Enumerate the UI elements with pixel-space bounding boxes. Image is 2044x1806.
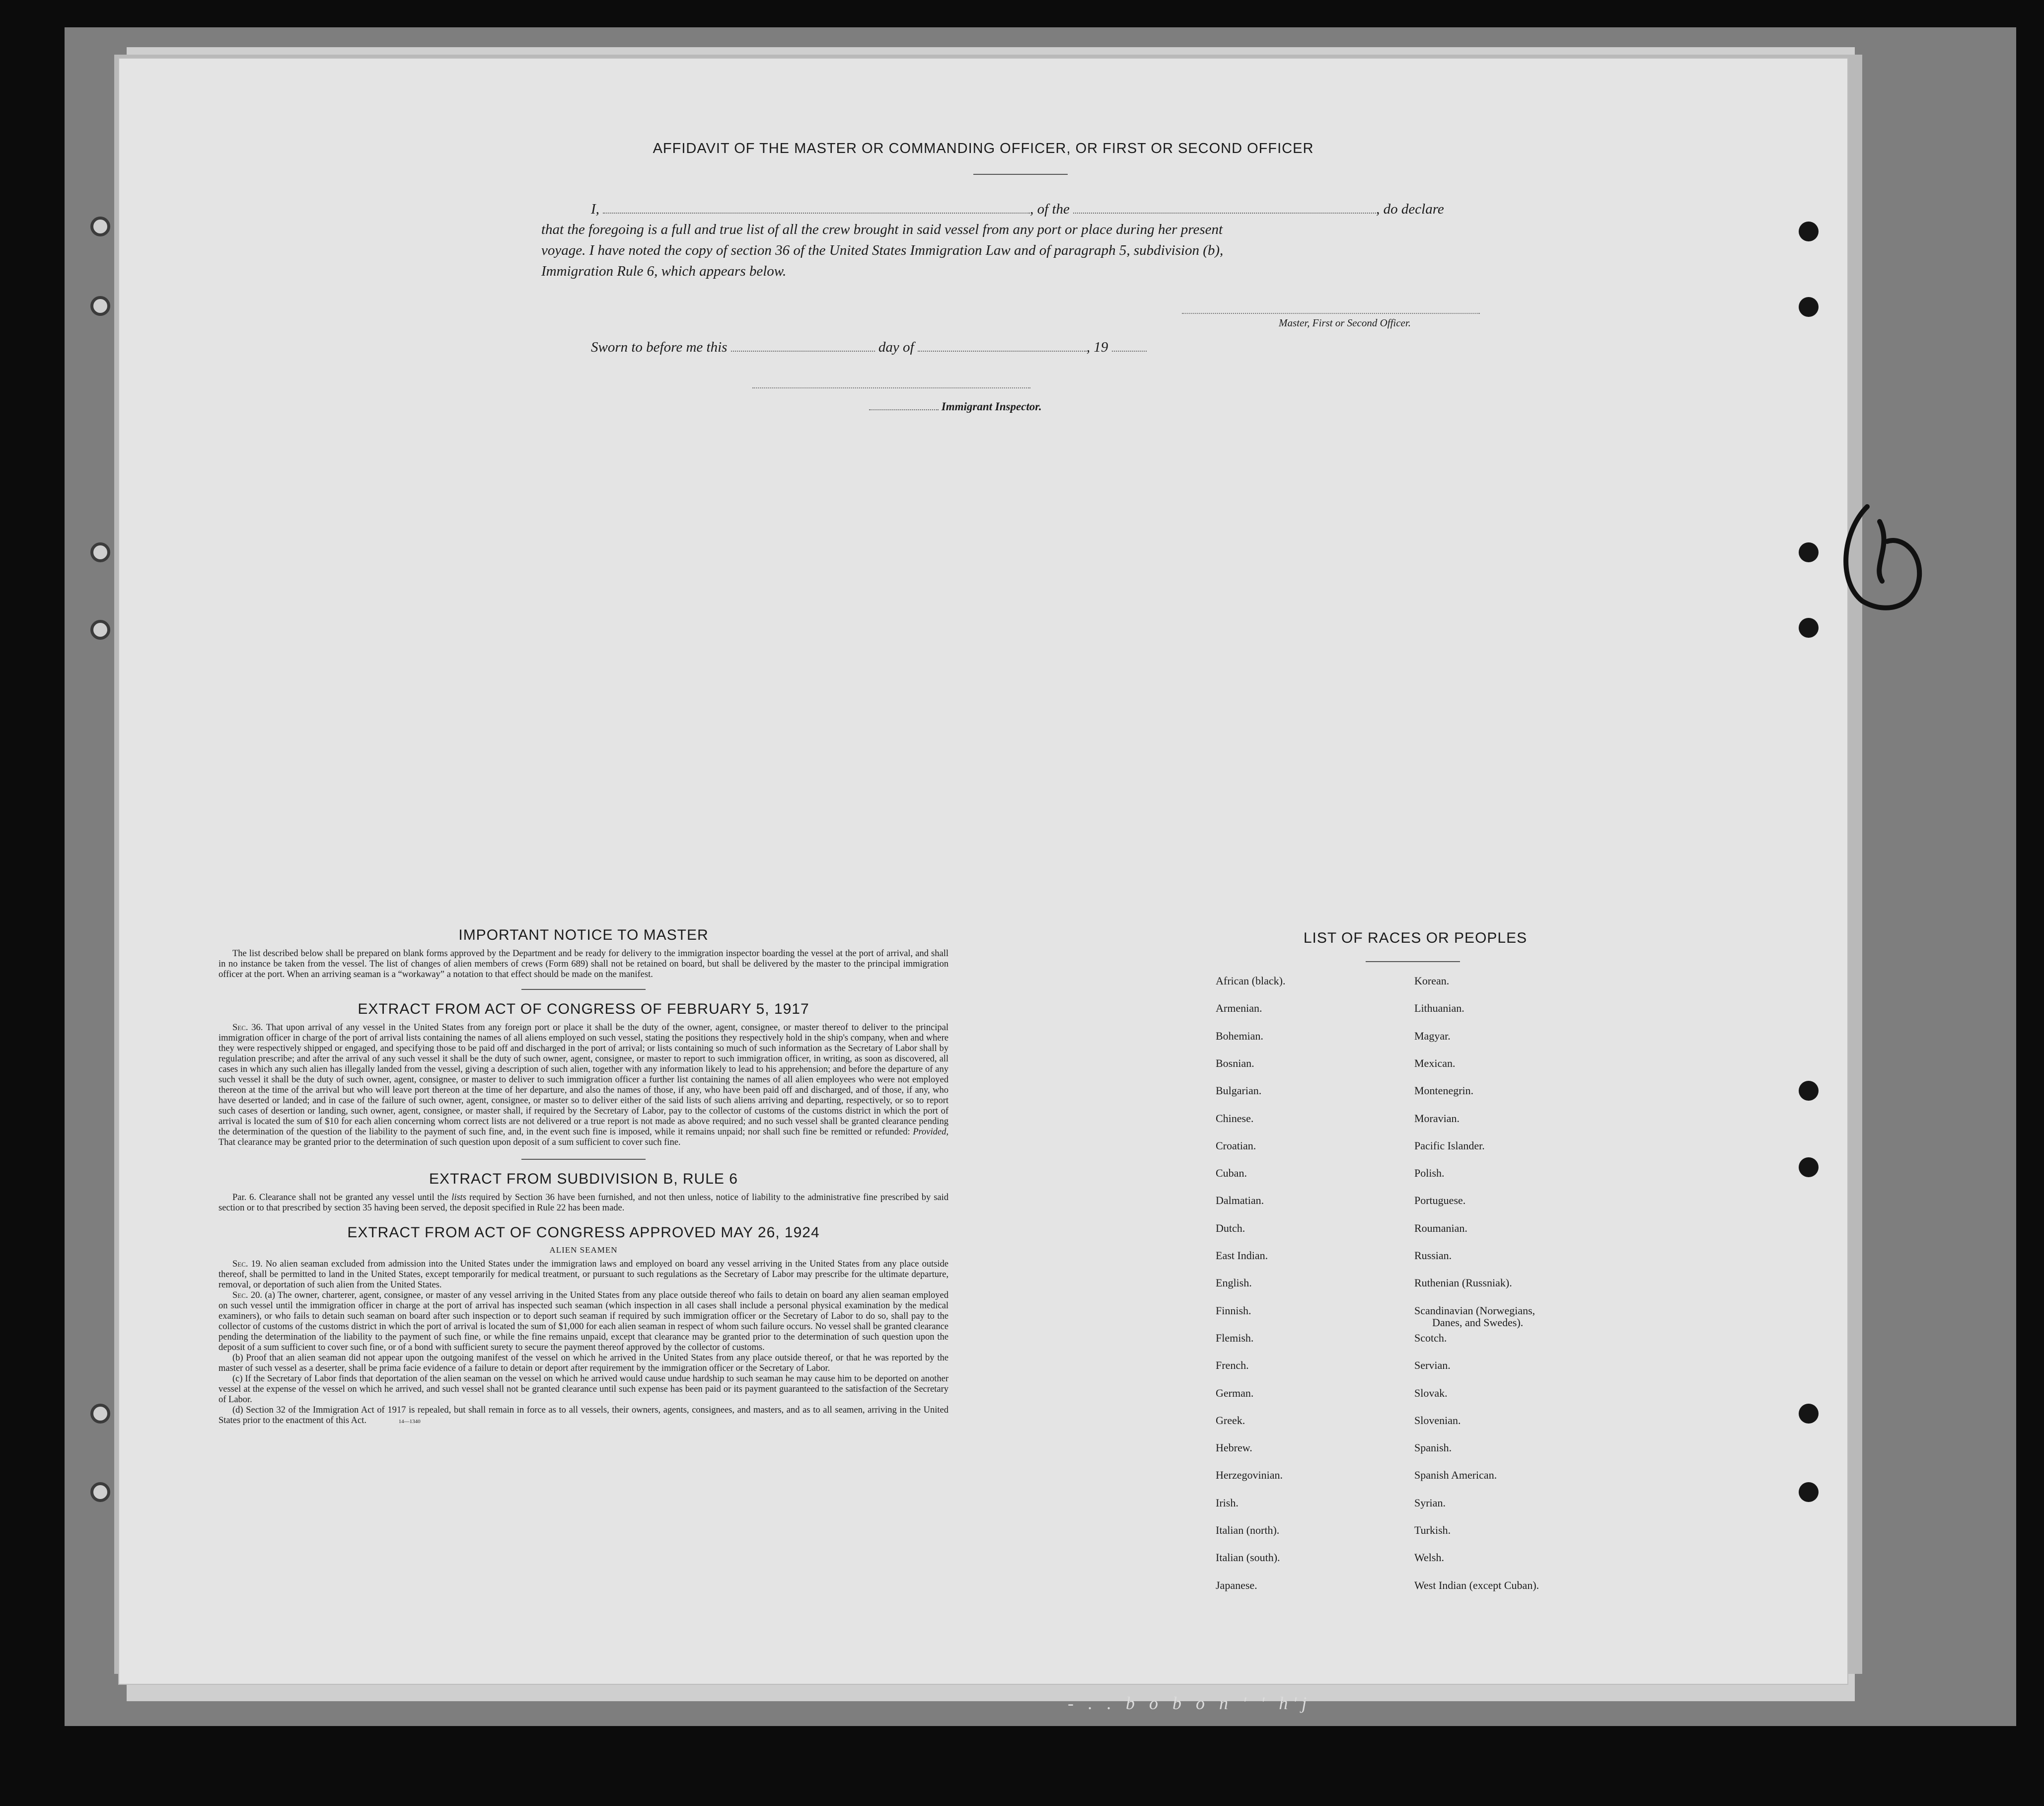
punch-hole-icon [1799,297,1819,317]
race-item: Montenegrin. [1414,1084,1474,1097]
notice-title: IMPORTANT NOTICE TO MASTER [458,927,709,943]
vessel-name-field[interactable] [1073,201,1376,214]
race-item: Bohemian. [1216,1029,1263,1042]
sworn-line [591,339,1147,356]
race-item: Scotch. [1414,1331,1447,1344]
affidavit-of-the: , of the [1030,201,1070,217]
affidavit-line-4: Immigration Rule 6, which appears below. [541,263,787,279]
sworn-label: Sworn to before me this [591,339,728,355]
race-item: Mexican. [1414,1056,1456,1069]
sec-20b-text: (b) Proof that an alien seaman did not appear upon the outgoing manifest of the vessel on which he arrived in the United States from any place outside thereof, or that he was reported by the master of such vessel as a deserter, shall be prima facie evidence of a failure to detain or deport after requirement by the immigration officer or the Secretary of Labor. [219,1353,949,1373]
form-number: 14—1340 [398,1419,421,1425]
race-item: Dalmatian. [1216,1194,1264,1207]
extract-1924-text [219,1259,949,1427]
race-item-continuation: Danes, and Swedes). [1432,1316,1524,1329]
affidavit-declare: , do declare [1376,201,1444,217]
notice-paragraph: The list described below shall be prepared on blank forms approved by the Department and be ready for delivery to the immigration inspector boarding the vessel at the port of arrival, and shall in no instance be taken from the vessel. The list of changes of alien members of crews (Form 689) shall not be retained on board, but shall be delivered by the master to the principal immigration officer at the port. When an arriving seaman is a “workaway” a notation to that effect should be made on the manifest. [219,949,949,979]
affidavit-title: AFFIDAVIT OF THE MASTER OR COMMANDING OFFICER, OR FIRST OR SECOND OFFICER [653,141,1314,156]
race-item: Irish. [1216,1496,1239,1509]
divider [521,1159,646,1160]
extract-rule6-text [219,1193,949,1213]
race-item: Slovenian. [1414,1414,1461,1427]
race-item: Flemish. [1216,1331,1254,1344]
affidavit-line-3: voyage. I have noted the copy of section 36 of the United States Immigration Law and of paragraph 5, subdivision (b), [541,242,1224,258]
extract-1917-title: EXTRACT FROM ACT OF CONGRESS OF FEBRUARY 5, 1917 [358,1001,809,1017]
race-item: Slovak. [1414,1386,1448,1399]
inspector-dots [869,402,939,410]
race-item: East Indian. [1216,1249,1268,1262]
race-item: Korean. [1414,975,1450,987]
race-item: Bosnian. [1216,1056,1254,1069]
document-page [119,59,1847,1684]
race-item: Lithuanian. [1414,1002,1464,1015]
notice-text [219,949,949,980]
race-item: Magyar. [1414,1029,1451,1042]
inspector-signature-field[interactable] [752,387,1030,388]
binder-ring-icon [90,217,110,236]
sec-20a-text: (a) The owner, charterer, agent, consignee, or master of any vessel arriving in the United States from any place outside thereof who fails to detain on board any alien seaman employed on such vessel until the immigration officer in charge at the port of arrival has inspected such seaman (which inspection in all cases shall include a personal physical examination by the medical examiners), or who fails to detain such seaman on board after such inspection or to deport such seaman if required by such immigration officer or the Secretary of Labor to do so, shall pay to the collector of customs of the customs district in which the port of arrival is located the sum of $1,000 for each alien seaman in respect of whom such failure occurs. No vessel shall be granted clearance pending the determination of the liability to the payment of such fine, or while the fine remains unpaid, except that clearance may be granted prior to the determination of such question upon the deposit of a sum sufficient to cover such fine, or of a bond with sufficient surety to secure the payment thereof approved by the collector of customs. [219,1290,949,1353]
pencil-mark-icon [1832,492,1932,621]
punch-hole-icon [1799,542,1819,562]
race-item: Hebrew. [1216,1441,1252,1454]
extract-rule6-title: EXTRACT FROM SUBDIVISION B, RULE 6 [429,1171,738,1187]
divider [1366,961,1460,962]
sec-19-text: No alien seaman excluded from admission into the United States under the immigration laws and employed on board any vessel arriving in the United States from any place outside thereof, shall be permitted to land in the United States, except temporarily for medical treatment, or pursuant to such regulations as the Secretary of Labor may prescribe for the ultimate departure, removal, or deportation of such alien from the United States. [219,1259,949,1290]
race-item: Italian (south). [1216,1551,1280,1564]
punch-hole-icon [1799,1157,1819,1177]
sworn-day-field[interactable] [731,339,875,352]
race-item: Japanese. [1216,1579,1257,1591]
race-item: German. [1216,1386,1254,1399]
race-item: African (black). [1216,975,1286,987]
punch-hole-icon [1799,618,1819,638]
affidavit-line-1 [591,201,1444,218]
race-item: Greek. [1216,1414,1245,1427]
race-item: Chinese. [1216,1112,1254,1125]
sworn-year-field[interactable] [1112,339,1147,352]
race-item: Bulgarian. [1216,1084,1262,1097]
bottom-edge-handwriting: - . . b o b o n ' ' h'j [1068,1693,1312,1713]
master-name-field[interactable] [603,201,1030,214]
binder-ring-icon [90,296,110,316]
sec-36-label: Sec. 36. [232,1023,263,1033]
divider [973,174,1068,175]
sec-36-text: That upon arrival of any vessel in the United States from any foreign port or place it shall be the duty of the owner, agent, consignee, or master thereof to deliver to the principal immigration officer in charge of the port of arrival lists containing the names of all aliens employed on such vessel, stating the positions they respectively hold in the ship's company, when and where they were respectively shipped or engaged, and specifying those to be paid off and discharged in the port of arrival; or lists containing so much of such information as the Secretary of Labor shall by regulation prescribe; and after the arrival of any such vessel it shall be the duty of such owner, agent, consignee, or master to report to such immigration officer, in writing, as soon as discovered, all cases in which any such alien has illegally landed from the vessel, giving a description of such alien, together with any information likely to lead to his apprehension; and before the departure of any such vessel it shall be the duty of such owner, agent, consignee, or master to deliver to such immigration officer a further list containing the names of all alien employees who were not employed thereon at the time of the arrival but who will leave port thereon at the time of her departure, and also the names of those, if any, who have been paid off and discharged, and of those, if any, who have deserted or landed; and in case of the failure of such owner, agent, consignee, or master so to deliver either of the said lists of such aliens arriving and departing, respectively, or so to report such cases of desertion or landing, such owner, agent, consignee, or master shall, if required by the Secretary of Labor, pay to the collector of customs of the customs district in which the port of arrival is located the sum of $10 for each alien concerning whom correct lists are not delivered or a true report is not made as above required; and no such vessel shall be granted clearance pending the determination of the question of the liability to the payment of such fine, and, in the event such fine is imposed, while it remains unpaid; nor shall such fine be remitted or refunded: [219,1023,949,1137]
race-item: Finnish. [1216,1304,1251,1317]
sec-19-label: Sec. 19. [232,1259,263,1269]
race-item: Dutch. [1216,1221,1245,1234]
extract-1917-text [219,1023,949,1148]
binder-ring-icon [90,542,110,562]
race-item: Roumanian. [1414,1221,1467,1234]
sec-20d-text: (d) Section 32 of the Immigration Act of 1917 is repealed, but shall remain in force as to all vessels, their owners, agents, consignees, and masters, and as to all seamen, arriving in the United States prior to the enactment of this Act. [219,1405,949,1426]
race-item: Syrian. [1414,1496,1446,1509]
race-item: Polish. [1414,1167,1445,1180]
race-item: Servian. [1414,1359,1451,1372]
race-item: West Indian (except Cuban). [1414,1579,1539,1591]
punch-hole-icon [1799,1482,1819,1502]
race-item: French. [1216,1359,1249,1372]
par-6-text-end: required by Section 36 have been furnished, and not then unless, notice of liability to the administrative fine prescribed by said section or to that prescribed by section 35 having been served, the deposit specified in Rule 22 has been made. [219,1193,949,1213]
race-item: Ruthenian (Russniak). [1414,1277,1512,1289]
alien-seamen-subtitle: ALIEN SEAMEN [549,1245,618,1255]
race-item: Welsh. [1414,1551,1444,1564]
master-caption: Master, First or Second Officer. [1279,317,1411,329]
extract-1924-title: EXTRACT FROM ACT OF CONGRESS APPROVED MAY 26, 1924 [347,1224,820,1241]
day-of-label: day of [878,339,914,355]
provided-word: Provided, [913,1127,949,1137]
races-title: LIST OF RACES OR PEOPLES [1303,930,1528,946]
affidavit-line-2: that the foregoing is a full and true list of all the crew brought in said vessel from any port or place during her present [541,222,1223,237]
race-item: Herzegovinian. [1216,1469,1283,1482]
punch-hole-icon [1799,1081,1819,1101]
race-item: Moravian. [1414,1112,1460,1125]
year-label: , 19 [1086,339,1108,355]
race-item: Italian (north). [1216,1524,1280,1536]
binder-ring-icon [90,1482,110,1502]
race-item: Armenian. [1216,1002,1262,1015]
race-item: English. [1216,1277,1252,1289]
par-6-label: Par. 6. [232,1193,257,1203]
race-item: Portuguese. [1414,1194,1466,1207]
race-item: Turkish. [1414,1524,1451,1536]
sec-20c-text: (c) If the Secretary of Labor finds that deportation of the alien seaman on the vessel on which he arrived would cause undue hardship to such seaman he may cause him to be deported on another vessel at the expense of the vessel on which he arrived, and such vessel shall not be granted clearance until such expense has been paid or its payment guaranteed to the satisfaction of the Secretary of Labor. [219,1374,949,1405]
sworn-month-field[interactable] [918,339,1087,352]
race-item: Russian. [1414,1249,1452,1262]
race-item: Spanish American. [1414,1469,1497,1482]
punch-hole-icon [1799,222,1819,241]
sec-36-text-end: That clearance may be granted prior to the determination of such question upon deposit of a sum sufficient to cover such fine. [219,1137,681,1147]
notices-column [219,927,949,1427]
divider [521,989,646,990]
inspector-caption [869,400,1042,413]
race-item: Scandinavian (Norwegians, [1414,1304,1535,1317]
punch-hole-icon [1799,1404,1819,1424]
race-item: Pacific Islander. [1414,1139,1485,1152]
race-item: Spanish. [1414,1441,1452,1454]
sec-20-label: Sec. 20. [232,1290,262,1300]
race-item: Cuban. [1216,1167,1247,1180]
affidavit-i: I, [591,201,599,217]
lists-word: lists [451,1193,467,1203]
binder-ring-icon [90,620,110,640]
inspector-caption-text: Immigrant Inspector. [941,400,1042,413]
binder-ring-icon [90,1404,110,1424]
par-6-text: Clearance shall not be granted any vessel until the [259,1193,449,1203]
master-signature-field[interactable] [1182,313,1480,314]
race-item: Croatian. [1216,1139,1256,1152]
